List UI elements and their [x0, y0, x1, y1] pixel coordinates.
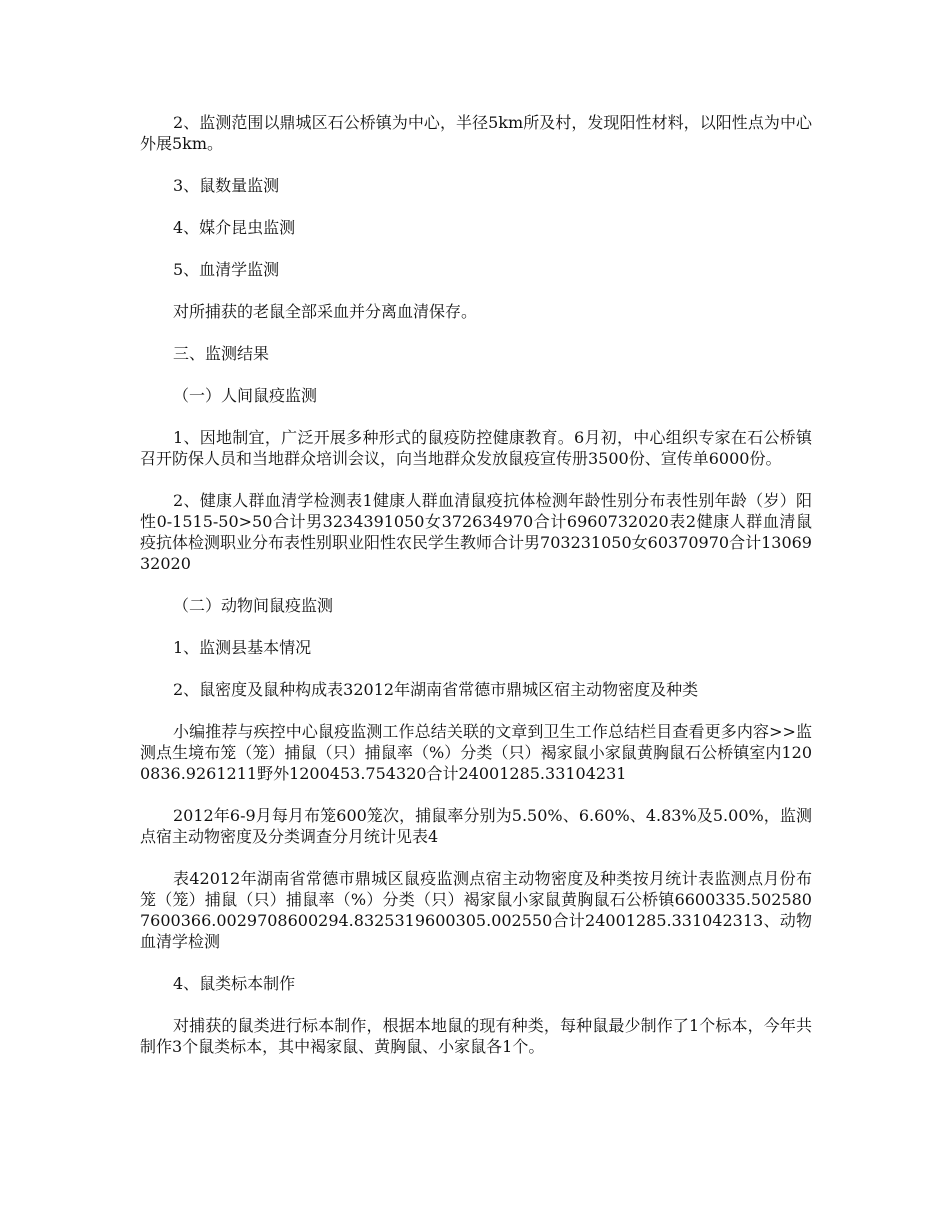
paragraph-serology: 5、血清学监测 [173, 260, 280, 279]
paragraph-specimen-detail: 对捕获的鼠类进行标本制作，根据本地鼠的现有种类，每种鼠最少制作了1个标本，今年共制作3个鼠类标本，其中褐家鼠、黄胸鼠、小家鼠各1个。 [140, 1016, 812, 1056]
paragraph-specimen-heading: 4、鼠类标本制作 [173, 974, 296, 993]
paragraph-county-basic: 1、监测县基本情况 [173, 638, 312, 657]
paragraph-recommend-table3-data: 小编推荐与疾控中心鼠疫监测工作总结关联的文章到卫生工作总结栏目查看更多内容>>监测点生境布笼（笼）捕鼠（只）捕鼠率（%）分类（只）褐家鼠小家鼠黄胸鼠石公桥镇室内1200836.9261211野外1200453.754320合计24001285.33104231 [140, 722, 812, 783]
paragraph-table4: 表42012年湖南省常德市鼎城区鼠疫监测点宿主动物密度及种类按月统计表监测点月份布笼（笼）捕鼠（只）捕鼠率（%）分类（只）褐家鼠小家鼠黄胸鼠石公桥镇6600335.5025807600366.0029708600294.8325319600305.002550合计24001285.331042313、动物血清学检测 [140, 869, 812, 951]
paragraph-monitoring-range: 2、监测范围以鼎城区石公桥镇为中心，半径5km所及村，发现阳性材料，以阳性点为中心外展5km。 [140, 113, 812, 153]
paragraph-blood-sampling: 对所捕获的老鼠全部采血并分离血清保存。 [173, 302, 478, 321]
document-page [140, 112, 812, 1078]
subsection-heading-animal: （二）动物间鼠疫监测 [173, 596, 334, 615]
paragraph-serum-tables: 2、健康人群血清学检测表1健康人群血清鼠疫抗体检测年龄性别分布表性别年龄（岁）阳性0-1515-50>50合计男3234391050女372634970合计6960732020表2健康人群血清鼠疫抗体检测职业分布表性别职业阳性农民学生教师合计男703231050女60370970合计1306932020 [140, 491, 812, 573]
section-heading-results: 三、监测结果 [173, 344, 270, 363]
subsection-heading-human: （一）人间鼠疫监测 [173, 386, 318, 405]
paragraph-health-education: 1、因地制宜，广泛开展多种形式的鼠疫防控健康教育。6月初，中心组织专家在石公桥镇召开防保人员和当地群众培训会议，向当地群众发放鼠疫宣传册3500份、宣传单6000份。 [140, 428, 812, 468]
paragraph-density-table3: 2、鼠密度及鼠种构成表32012年湖南省常德市鼎城区宿主动物密度及种类 [173, 680, 699, 699]
paragraph-monthly-rate: 2012年6-9月每月布笼600笼次，捕鼠率分别为5.50%、6.60%、4.83%及5.00%，监测点宿主动物密度及分类调查分月统计见表4 [140, 806, 812, 846]
paragraph-vector-insects: 4、媒介昆虫监测 [173, 218, 296, 237]
paragraph-rodent-count: 3、鼠数量监测 [173, 176, 280, 195]
